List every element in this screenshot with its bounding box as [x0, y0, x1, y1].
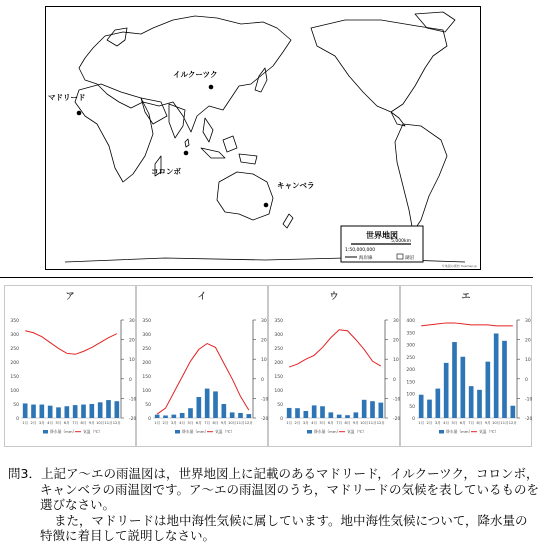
climate-chart-e-svg — [401, 286, 531, 446]
y1-tick-label: 300 — [142, 333, 151, 338]
y2-tick-label: 30 — [261, 319, 267, 324]
precip-bar — [222, 404, 227, 418]
x-tick-label: 10月 — [360, 421, 369, 425]
precip-bar — [155, 415, 160, 418]
precip-bar — [427, 400, 432, 418]
precip-bar — [469, 386, 474, 418]
temp-line — [289, 330, 381, 367]
x-tick-label: 6月 — [63, 421, 70, 425]
precip-bar — [320, 406, 325, 418]
marker-irkutsk — [209, 85, 214, 90]
precip-bar — [115, 401, 120, 418]
precip-bar — [312, 405, 317, 418]
precip-bar — [345, 415, 350, 418]
y2-tick-label: 20 — [261, 338, 267, 344]
label-colombo: コロンボ — [151, 167, 181, 176]
precip-bar — [23, 403, 28, 418]
precip-bar — [287, 408, 292, 418]
y2-tick-label: 10 — [393, 358, 399, 364]
y2-tick-label: -10 — [261, 397, 269, 403]
x-tick-label: 12月 — [508, 421, 517, 425]
x-tick-label: 2月 — [294, 421, 301, 425]
precip-bar — [180, 413, 185, 418]
y1-tick-label: 0 — [16, 417, 19, 422]
y1-tick-label: 100 — [274, 389, 283, 394]
y1-tick-label: 100 — [10, 389, 19, 394]
y1-tick-label: 300 — [406, 343, 415, 349]
y2-tick-label: 0 — [261, 377, 264, 383]
precip-bar — [494, 333, 499, 418]
y1-tick-label: 200 — [406, 368, 415, 373]
precip-bar — [238, 413, 243, 418]
x-tick-label: 12月 — [244, 421, 253, 425]
y1-tick-label: 400 — [406, 319, 415, 324]
y2-tick-label: 20 — [525, 338, 531, 344]
y2-tick-label: 30 — [129, 319, 135, 324]
y2-tick-label: 0 — [525, 377, 528, 383]
y1-tick-label: 200 — [274, 361, 283, 366]
question-line-2: キャンベラの雨温図です。ア～エの雨温図のうち，マドリードの気候を表しているものを — [40, 481, 539, 497]
y2-tick-label: -10 — [129, 397, 137, 403]
x-tick-label: 9月 — [88, 421, 95, 425]
map-legend — [341, 226, 423, 262]
legend-temp-label: 気温（℃） — [479, 429, 499, 434]
legend-lake: 湖沼 — [405, 256, 414, 261]
y2-tick-label: 20 — [129, 338, 135, 344]
x-tick-label: 4月 — [47, 421, 54, 425]
x-tick-label: 5月 — [319, 421, 326, 425]
y2-tick-label: -10 — [525, 397, 533, 403]
legend-precip-label: 降水量（mm） — [50, 429, 77, 434]
y1-tick-label: 0 — [280, 417, 283, 422]
precip-bar — [163, 415, 168, 418]
y2-tick-label: -20 — [261, 417, 269, 422]
precip-bar — [188, 408, 193, 418]
x-tick-label: 6月 — [195, 421, 202, 425]
x-tick-label: 9月 — [484, 421, 491, 425]
question-line-4: また，マドリードは地中海性気候に属しています。地中海性気候について，降水量の — [54, 512, 528, 528]
y2-tick-label: 30 — [525, 319, 531, 324]
y1-tick-label: 250 — [142, 347, 151, 352]
precip-bar — [436, 389, 441, 418]
y1-tick-label: 0 — [148, 417, 151, 422]
x-tick-label: 1月 — [154, 421, 161, 425]
x-tick-label: 2月 — [30, 421, 37, 425]
x-tick-label: 12月 — [376, 421, 385, 425]
precip-bar — [295, 408, 300, 418]
precip-bar — [362, 400, 367, 418]
question-line-5: 特徴に着目して説明しなさい。 — [40, 528, 216, 543]
x-tick-label: 12月 — [112, 421, 121, 425]
legend-precip-swatch — [439, 430, 444, 434]
precip-bar — [247, 414, 252, 418]
question-line-3: 選びなさい。 — [40, 497, 116, 512]
y1-tick-label: 350 — [10, 319, 19, 324]
precip-bar — [337, 415, 342, 418]
climate-chart-i — [136, 285, 268, 447]
x-tick-label: 1月 — [418, 421, 425, 425]
legend-title: 世界地図 — [366, 231, 398, 240]
y1-tick-label: 150 — [10, 375, 19, 380]
x-tick-label: 8月 — [476, 421, 483, 425]
chart-title: ウ — [329, 292, 339, 302]
y1-tick-label: 350 — [142, 319, 151, 324]
chart-title: エ — [461, 292, 471, 302]
y1-tick-label: 300 — [10, 333, 19, 338]
precip-bar — [98, 402, 103, 418]
x-tick-label: 11月 — [500, 421, 509, 425]
label-canberra: キャンベラ — [277, 181, 315, 190]
x-tick-label: 8月 — [80, 421, 87, 425]
legend-temp-label: 気温（℃） — [215, 429, 235, 434]
world-map — [45, 6, 481, 270]
x-tick-label: 10月 — [228, 421, 237, 425]
marker-madrid — [77, 111, 82, 116]
y1-tick-label: 50 — [409, 404, 415, 410]
x-tick-label: 11月 — [236, 421, 245, 425]
y2-tick-label: -10 — [393, 397, 401, 403]
x-tick-label: 5月 — [187, 421, 194, 425]
x-tick-label: 4月 — [443, 421, 450, 425]
x-tick-label: 9月 — [220, 421, 227, 425]
y1-tick-label: 250 — [406, 355, 415, 361]
temp-line — [421, 323, 513, 326]
legend-precip-swatch — [175, 430, 180, 434]
x-tick-label: 5月 — [451, 421, 458, 425]
y1-tick-label: 250 — [10, 347, 19, 352]
y2-tick-label: 0 — [393, 377, 396, 383]
precip-bar — [477, 390, 482, 418]
x-tick-label: 3月 — [302, 421, 309, 425]
precip-bar — [230, 412, 235, 418]
precip-bar — [81, 405, 86, 418]
precip-bar — [205, 389, 210, 418]
precip-bar — [452, 342, 457, 418]
climate-chart-a — [4, 285, 136, 447]
y2-tick-label: 10 — [525, 358, 531, 364]
label-irkutsk: イルクーツク — [173, 70, 218, 79]
y1-tick-label: 350 — [274, 319, 283, 324]
y1-tick-label: 350 — [406, 331, 415, 337]
precip-bar — [511, 406, 516, 418]
x-tick-label: 8月 — [212, 421, 219, 425]
precip-bar — [444, 363, 449, 418]
temp-line — [25, 331, 117, 355]
legend-precip-swatch — [43, 430, 48, 434]
y1-tick-label: 150 — [142, 375, 151, 380]
y1-tick-label: 0 — [412, 417, 415, 422]
climate-chart-a-svg — [5, 286, 135, 446]
climate-chart-u — [268, 285, 400, 447]
y1-tick-label: 200 — [10, 361, 19, 366]
x-tick-label: 7月 — [468, 421, 475, 425]
precip-bar — [31, 405, 36, 418]
scale-ratio: 1:50,000,000 — [345, 248, 376, 253]
precip-bar — [329, 412, 334, 418]
y1-tick-label: 150 — [406, 380, 415, 386]
precip-bar — [73, 405, 78, 418]
precip-bar — [65, 406, 70, 418]
temp-line — [157, 344, 249, 415]
x-tick-label: 2月 — [426, 421, 433, 425]
legend-precip-label: 降水量（mm） — [314, 429, 341, 434]
x-tick-label: 8月 — [344, 421, 351, 425]
y2-tick-label: 10 — [129, 358, 135, 364]
scale-text: 5,000km — [391, 239, 411, 244]
precip-bar — [304, 411, 309, 418]
x-tick-label: 7月 — [336, 421, 343, 425]
x-tick-label: 10月 — [492, 421, 501, 425]
x-tick-label: 9月 — [352, 421, 359, 425]
precip-bar — [197, 397, 202, 418]
x-tick-label: 6月 — [459, 421, 466, 425]
y2-tick-label: 0 — [129, 377, 132, 383]
precip-bar — [370, 401, 375, 418]
legend-precip-label: 降水量（mm） — [446, 429, 473, 434]
climate-chart-i-svg — [137, 286, 267, 446]
y1-tick-label: 50 — [13, 403, 19, 408]
y2-tick-label: -20 — [129, 417, 137, 422]
precip-bar — [106, 400, 111, 418]
y1-tick-label: 150 — [274, 375, 283, 380]
precip-bar — [40, 405, 45, 418]
precip-bar — [56, 407, 61, 418]
precip-bar — [213, 391, 218, 418]
chart-title: ア — [65, 292, 75, 302]
climate-chart-u-svg — [269, 286, 399, 446]
y1-tick-label: 200 — [142, 361, 151, 366]
x-tick-label: 4月 — [311, 421, 318, 425]
marker-canberra — [264, 203, 269, 208]
y1-tick-label: 250 — [274, 347, 283, 352]
x-tick-label: 3月 — [38, 421, 45, 425]
x-tick-label: 3月 — [170, 421, 177, 425]
precip-bar — [419, 395, 424, 418]
x-tick-label: 6月 — [327, 421, 334, 425]
map-credit: ©地図の素材 freemap.jp — [441, 264, 477, 268]
x-tick-label: 4月 — [179, 421, 186, 425]
precip-bar — [379, 403, 384, 418]
legend-precip-label: 降水量（mm） — [182, 429, 209, 434]
legend-precip-swatch — [307, 430, 312, 434]
marker-colombo — [184, 151, 189, 156]
y2-tick-label: -20 — [393, 417, 401, 422]
x-tick-label: 10月 — [96, 421, 105, 425]
y2-tick-label: 30 — [393, 319, 399, 324]
legend-temp-label: 気温（℃） — [347, 429, 367, 434]
precip-bar — [354, 412, 359, 418]
climate-chart-e — [400, 285, 532, 447]
y2-tick-label: -20 — [525, 417, 533, 422]
legend-temp-label: 気温（℃） — [83, 429, 103, 434]
question-line-1: 問3．上記ア～エの雨温図は，世界地図上に記載のあるマドリード，イルクーツク，コロンボ， — [8, 466, 539, 481]
y1-tick-label: 50 — [145, 403, 151, 408]
precip-bar — [48, 406, 53, 418]
y1-tick-label: 100 — [406, 392, 415, 398]
legend-coast: 海岸線 — [359, 256, 373, 261]
chart-title: イ — [197, 292, 207, 302]
precip-bar — [502, 341, 507, 418]
y1-tick-label: 100 — [142, 389, 151, 394]
x-tick-label: 5月 — [55, 421, 62, 425]
y1-tick-label: 50 — [277, 403, 283, 408]
x-tick-label: 7月 — [204, 421, 211, 425]
y1-tick-label: 300 — [274, 333, 283, 338]
x-tick-label: 7月 — [72, 421, 79, 425]
x-tick-label: 11月 — [368, 421, 377, 425]
y2-tick-label: 10 — [261, 358, 267, 364]
x-tick-label: 2月 — [162, 421, 169, 425]
precip-bar — [172, 415, 177, 418]
section-divider — [0, 277, 533, 278]
precip-bar — [461, 357, 466, 418]
label-madrid: マドリード — [48, 93, 86, 102]
x-tick-label: 1月 — [286, 421, 293, 425]
x-tick-label: 1月 — [22, 421, 29, 425]
y2-tick-label: 20 — [393, 338, 399, 344]
x-tick-label: 3月 — [434, 421, 441, 425]
precip-bar — [90, 404, 95, 418]
x-tick-label: 11月 — [104, 421, 113, 425]
question-text — [8, 466, 539, 544]
precip-bar — [486, 362, 491, 418]
